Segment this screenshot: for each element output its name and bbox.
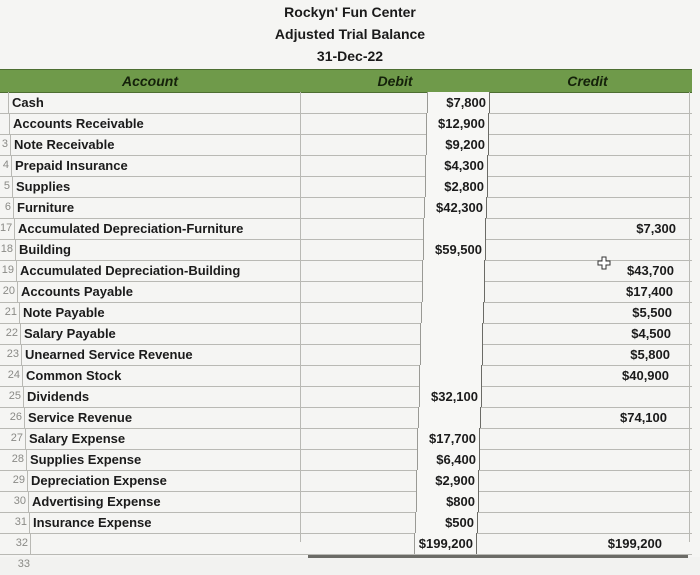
row-number: 4 [2, 159, 9, 171]
account-cell[interactable]: Common Stock [22, 365, 121, 386]
account-cell[interactable]: Accounts Payable [17, 281, 133, 302]
debit-cell[interactable] [418, 407, 481, 428]
row-number: 31 [14, 516, 27, 528]
credit-cell[interactable]: $40,900 [622, 368, 669, 383]
row-number: 23 [6, 348, 19, 360]
credit-cell[interactable] [593, 512, 663, 533]
row-number: 25 [8, 390, 21, 402]
debit-cell[interactable]: $6,400 [417, 449, 480, 470]
debit-cell[interactable]: $2,800 [425, 176, 488, 197]
credit-column-header[interactable]: Credit [567, 73, 608, 89]
table-row[interactable] [0, 92, 692, 114]
account-cell[interactable]: Supplies [12, 176, 70, 197]
table-row[interactable] [0, 239, 692, 261]
table-row[interactable] [0, 302, 692, 324]
debit-cell[interactable]: $199,200 [414, 533, 477, 554]
row-number: 22 [5, 327, 18, 339]
debit-cell[interactable]: $4,300 [425, 155, 488, 176]
credit-cell[interactable]: $5,800 [630, 347, 670, 362]
table-row[interactable] [0, 512, 692, 534]
table-row[interactable] [0, 260, 692, 282]
credit-cell[interactable] [605, 239, 675, 260]
debit-cell[interactable] [423, 218, 486, 239]
account-cell[interactable]: Prepaid Insurance [11, 155, 128, 176]
table-row[interactable] [0, 113, 692, 135]
credit-cell[interactable] [611, 92, 681, 113]
table-row[interactable] [0, 155, 692, 177]
row-number: 18 [0, 243, 13, 255]
account-cell[interactable]: Note Receivable [10, 134, 114, 155]
debit-cell[interactable]: $42,300 [424, 197, 487, 218]
credit-cell[interactable] [594, 491, 664, 512]
row-number: 21 [4, 306, 17, 318]
table-row[interactable] [0, 176, 692, 198]
credit-cell[interactable] [610, 113, 680, 134]
account-cell[interactable]: Unearned Service Revenue [21, 344, 193, 365]
debit-cell[interactable] [420, 344, 483, 365]
account-cell[interactable]: Salary Expense [25, 428, 125, 449]
credit-cell[interactable]: $4,500 [631, 326, 671, 341]
account-column-header[interactable]: Account [122, 73, 178, 89]
column-header-row [0, 69, 692, 93]
debit-column-header[interactable]: Debit [377, 73, 413, 89]
account-cell[interactable]: Building [15, 239, 71, 260]
debit-cell[interactable]: $500 [415, 512, 478, 533]
row-number: 17 [0, 222, 13, 234]
debit-cell[interactable] [422, 281, 485, 302]
row-number: 32 [15, 537, 28, 549]
row-number: 24 [7, 369, 20, 381]
account-cell[interactable] [30, 533, 34, 554]
row-number: 3 [1, 138, 8, 150]
row-number [0, 113, 7, 134]
table-row[interactable] [0, 134, 692, 156]
row-number: 20 [2, 285, 15, 297]
credit-cell[interactable]: $17,400 [626, 284, 673, 299]
account-cell[interactable]: Insurance Expense [29, 512, 152, 533]
credit-cell[interactable] [609, 134, 679, 155]
column-divider [300, 92, 301, 542]
credit-cell[interactable] [608, 155, 678, 176]
debit-cell[interactable]: $9,200 [426, 134, 489, 155]
table-row[interactable] [0, 323, 692, 345]
account-cell[interactable]: Service Revenue [24, 407, 132, 428]
table-row[interactable] [0, 365, 692, 387]
credit-cell[interactable] [606, 197, 676, 218]
account-cell[interactable]: Depreciation Expense [27, 470, 167, 491]
credit-cell[interactable] [597, 428, 667, 449]
table-row[interactable] [0, 470, 692, 492]
debit-cell[interactable] [422, 260, 485, 281]
credit-cell[interactable] [595, 470, 665, 491]
account-cell[interactable]: Accounts Receivable [9, 113, 144, 134]
credit-cell[interactable] [607, 176, 677, 197]
table-row[interactable] [0, 533, 692, 555]
credit-cell[interactable]: $43,700 [627, 263, 674, 278]
debit-cell[interactable]: $2,900 [416, 470, 479, 491]
debit-cell[interactable]: $800 [416, 491, 479, 512]
account-cell[interactable]: Accumulated Depreciation-Furniture [14, 218, 243, 239]
credit-cell[interactable] [596, 449, 666, 470]
row-number: 19 [1, 264, 14, 276]
account-cell[interactable]: Cash [8, 92, 44, 113]
table-row[interactable] [0, 428, 692, 450]
row-number: 33 [17, 558, 30, 570]
account-cell[interactable]: Salary Payable [20, 323, 116, 344]
report-title: Adjusted Trial Balance [274, 26, 426, 42]
plus-cursor-icon [597, 256, 611, 270]
row-number: 5 [3, 180, 10, 192]
debit-cell[interactable]: $7,800 [427, 92, 490, 113]
table-row[interactable] [0, 218, 692, 240]
row-number: 28 [11, 453, 24, 465]
account-cell[interactable]: Dividends [23, 386, 89, 407]
debit-cell[interactable]: $17,700 [417, 428, 480, 449]
table-row[interactable] [0, 281, 692, 303]
account-cell[interactable]: Note Payable [19, 302, 105, 323]
debit-cell[interactable]: $59,500 [423, 239, 486, 260]
debit-cell[interactable] [421, 302, 484, 323]
table-row[interactable] [0, 197, 692, 219]
credit-cell[interactable]: $7,300 [636, 221, 676, 236]
debit-cell[interactable] [420, 323, 483, 344]
table-row[interactable] [0, 344, 692, 366]
column-divider [689, 92, 690, 542]
row-number: 26 [9, 411, 22, 423]
row-number: 6 [4, 201, 11, 213]
account-cell[interactable]: Accumulated Depreciation-Building [16, 260, 240, 281]
row-number: 27 [10, 432, 23, 444]
account-cell[interactable]: Supplies Expense [26, 449, 141, 470]
row-number: 30 [13, 495, 26, 507]
credit-cell[interactable]: $74,100 [620, 410, 667, 425]
report-date: 31-Dec-22 [316, 48, 384, 64]
table-row[interactable] [0, 386, 692, 408]
row-number: 29 [12, 474, 25, 486]
credit-cell[interactable]: $199,200 [607, 536, 662, 551]
table-row[interactable] [0, 491, 692, 513]
account-cell[interactable]: Advertising Expense [28, 491, 161, 512]
debit-cell[interactable] [419, 365, 482, 386]
credit-cell[interactable] [598, 386, 668, 407]
company-name: Rockyn' Fun Center [284, 4, 416, 20]
account-cell[interactable]: Furniture [13, 197, 74, 218]
table-row[interactable] [0, 449, 692, 471]
debit-cell[interactable]: $12,900 [426, 113, 489, 134]
row-number [0, 92, 6, 113]
debit-cell[interactable]: $32,100 [419, 386, 482, 407]
credit-cell[interactable]: $5,500 [632, 305, 672, 320]
table-row[interactable] [0, 407, 692, 429]
